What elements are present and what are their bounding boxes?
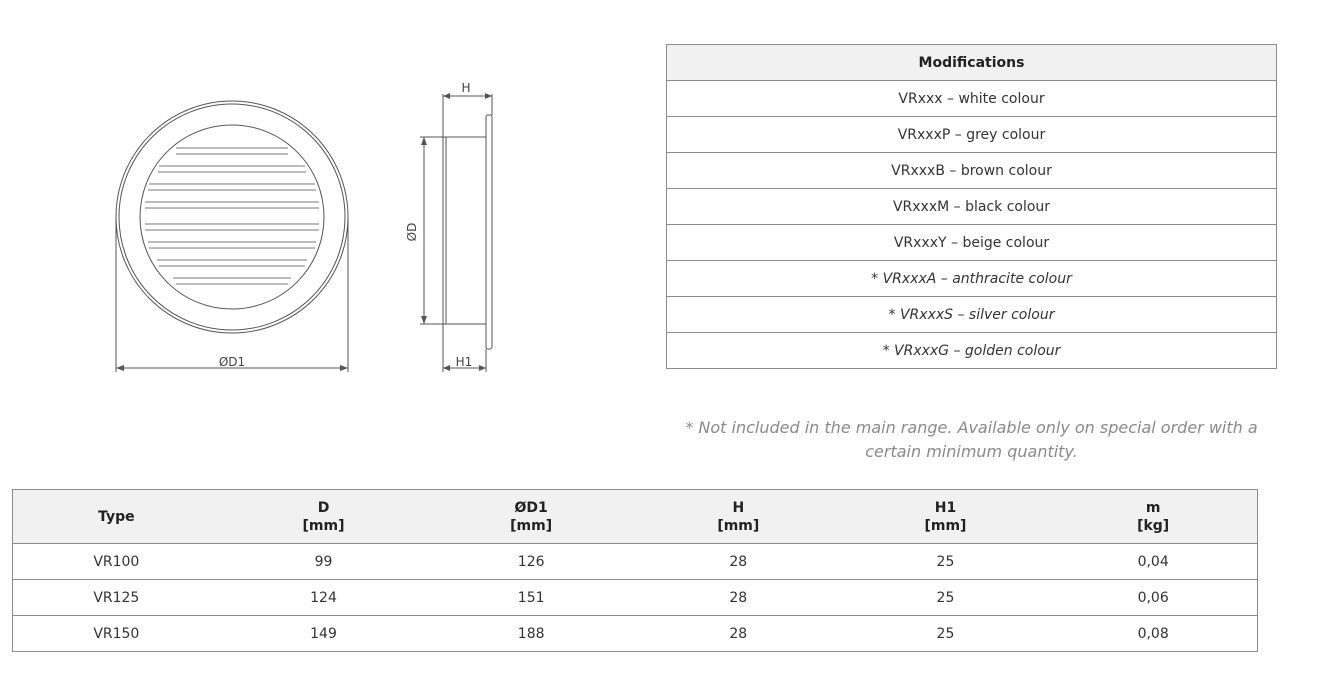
col-header-m: m [kg] (1049, 490, 1257, 544)
cell-d1: 151 (427, 580, 635, 616)
modification-row-special: * VRxxxS – silver colour (667, 297, 1277, 333)
specifications-table (12, 489, 1258, 652)
cell-d: 149 (220, 616, 428, 652)
modification-row: VRxxxY – beige colour (667, 225, 1277, 261)
special-order-note: * Not included in the main range. Available only on special order with a certain minimum quantity. (685, 418, 1258, 461)
outer-ring (116, 101, 348, 333)
cell-type: VR125 (13, 580, 220, 616)
label-h1: H1 (455, 355, 473, 369)
modification-row-special: * VRxxxA – anthracite colour (667, 261, 1277, 297)
cell-d: 99 (220, 544, 428, 580)
label-d: ØD (405, 222, 419, 242)
modification-row: VRxxxM – black colour (667, 189, 1277, 225)
col-header-d: D [mm] (220, 490, 428, 544)
col-header-d1: ØD1 [mm] (427, 490, 635, 544)
front-view (116, 101, 348, 372)
modification-row-special: * VRxxxG – golden colour (667, 333, 1277, 369)
cell-d: 124 (220, 580, 428, 616)
label-h: H (461, 81, 471, 95)
cell-m: 0,06 (1049, 580, 1257, 616)
table-row (13, 544, 1258, 580)
modification-row: VRxxx – white colour (667, 81, 1277, 117)
col-header-h: H [mm] (635, 490, 842, 544)
cell-h: 28 (635, 616, 842, 652)
cell-h: 28 (635, 544, 842, 580)
cell-h1: 25 (842, 616, 1050, 652)
col-header-type: Type (13, 490, 220, 544)
cell-d1: 188 (427, 616, 635, 652)
cell-m: 0,08 (1049, 616, 1257, 652)
technical-drawing (100, 80, 520, 380)
cell-m: 0,04 (1049, 544, 1257, 580)
side-view (420, 93, 492, 372)
cell-d1: 126 (427, 544, 635, 580)
specs-header-row (13, 490, 1258, 544)
grille-rim (140, 125, 324, 309)
table-row (13, 580, 1258, 616)
modifications-table (666, 44, 1277, 369)
table-row (13, 616, 1258, 652)
duct-body (443, 137, 486, 324)
cell-type: VR100 (13, 544, 220, 580)
outer-ring-inner (119, 104, 345, 330)
cell-type: VR150 (13, 616, 220, 652)
cell-h1: 25 (842, 580, 1050, 616)
modifications-header: Modifications (667, 45, 1277, 81)
modification-row: VRxxxP – grey colour (667, 117, 1277, 153)
modification-row: VRxxxB – brown colour (667, 153, 1277, 189)
cell-h: 28 (635, 580, 842, 616)
cell-h1: 25 (842, 544, 1050, 580)
col-header-h1: H1 [mm] (842, 490, 1050, 544)
label-d1: ØD1 (218, 355, 246, 369)
flange (486, 115, 492, 349)
louvers (145, 148, 319, 284)
